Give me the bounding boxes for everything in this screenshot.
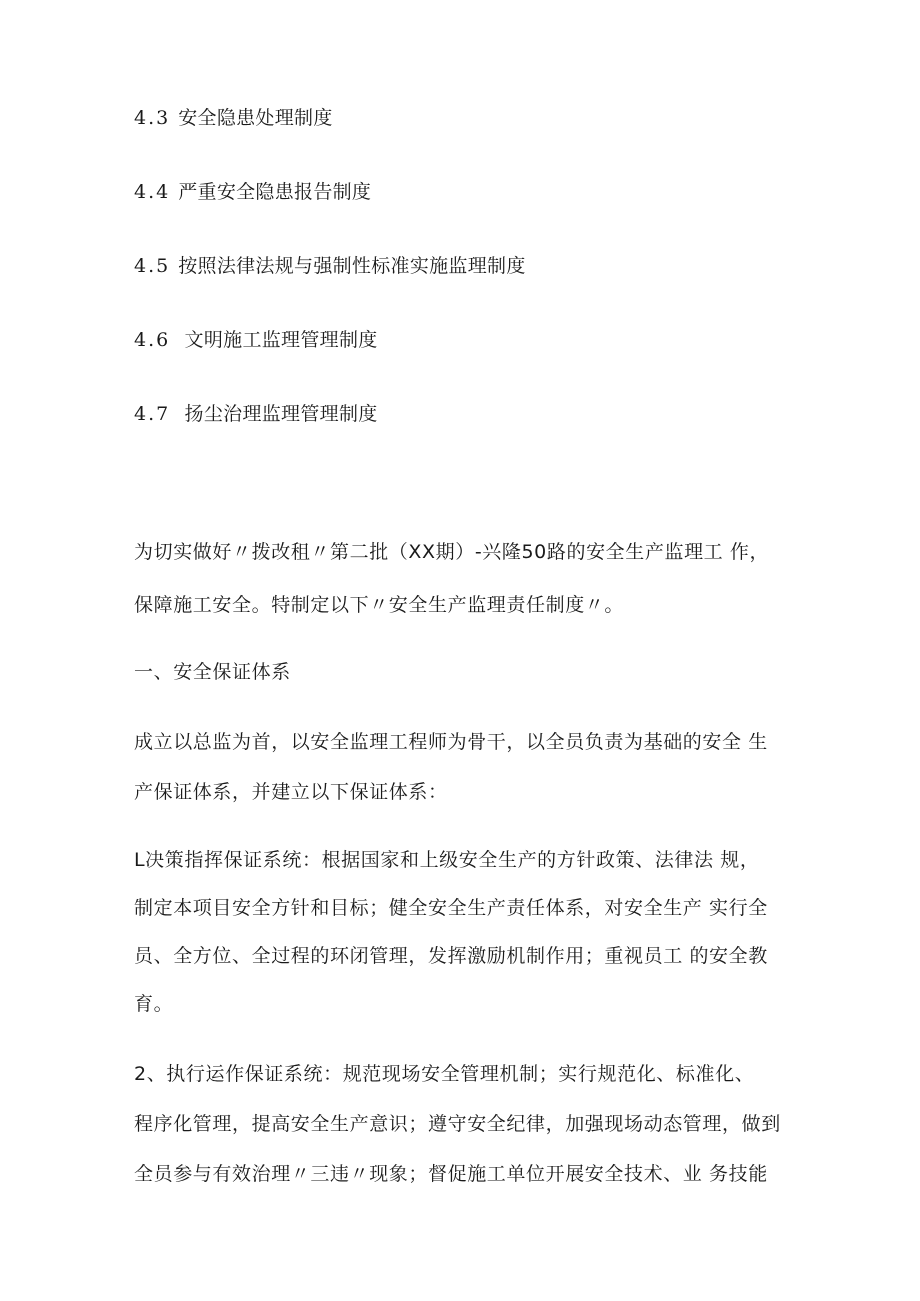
toc-title: 扬尘治理监理管理制度 xyxy=(178,403,378,425)
toc-number: 4.7 xyxy=(134,403,171,425)
toc-title: 安全隐患处理制度 xyxy=(178,107,333,129)
toc-item-4-6 xyxy=(134,328,378,352)
item2-line: 2、执行运作保证系统：规范现场安全管理机制；实行规范化、标准化、 xyxy=(134,1063,755,1085)
toc-number: 4.5 xyxy=(134,255,171,277)
section-paragraph-line: 产保证体系，并建立以下保证体系： xyxy=(134,781,448,803)
toc-item-4-4 xyxy=(134,180,371,204)
section-paragraph-line: 成立以总监为首，以安全监理工程师为骨干，以全员负责为基础的安全 生 xyxy=(134,731,768,753)
item1-line: 制定本项目安全方针和目标；健全安全生产责任体系，对安全生产 实行全 xyxy=(134,897,768,919)
toc-item-4-7 xyxy=(134,402,378,426)
intro-line: 保障施工安全。特制定以下〃安全生产监理责任制度〃。 xyxy=(134,594,625,616)
toc-item-4-5 xyxy=(134,254,526,278)
item2-line: 全员参与有效治理〃三违〃现象；督促施工单位开展安全技术、业 务技能 xyxy=(134,1163,768,1185)
toc-number: 4.3 xyxy=(134,107,171,129)
toc-title: 严重安全隐患报告制度 xyxy=(178,181,372,203)
intro-line: 为切实做好〃拨改租〃第二批（XX期）-兴隆50路的安全生产监理工 作， xyxy=(134,541,770,563)
toc-number: 4.6 xyxy=(134,329,171,351)
item1-line: L决策指挥保证系统：根据国家和上级安全生产的方针政策、法律法 规， xyxy=(134,849,760,871)
item1-line: 育。 xyxy=(134,993,174,1015)
toc-title: 文明施工监理管理制度 xyxy=(178,329,378,351)
toc-item-4-3 xyxy=(134,106,333,130)
section-heading: 一、安全保证体系 xyxy=(134,661,291,683)
toc-number: 4.4 xyxy=(134,181,171,203)
item1-line: 员、全方位、全过程的环闭管理，发挥激励机制作用；重视员工 的安全教 xyxy=(134,945,768,967)
toc-title: 按照法律法规与强制性标准实施监理制度 xyxy=(178,255,526,277)
item2-line: 程序化管理，提高安全生产意识；遵守安全纪律，加强现场动态管理，做到 xyxy=(134,1113,781,1135)
